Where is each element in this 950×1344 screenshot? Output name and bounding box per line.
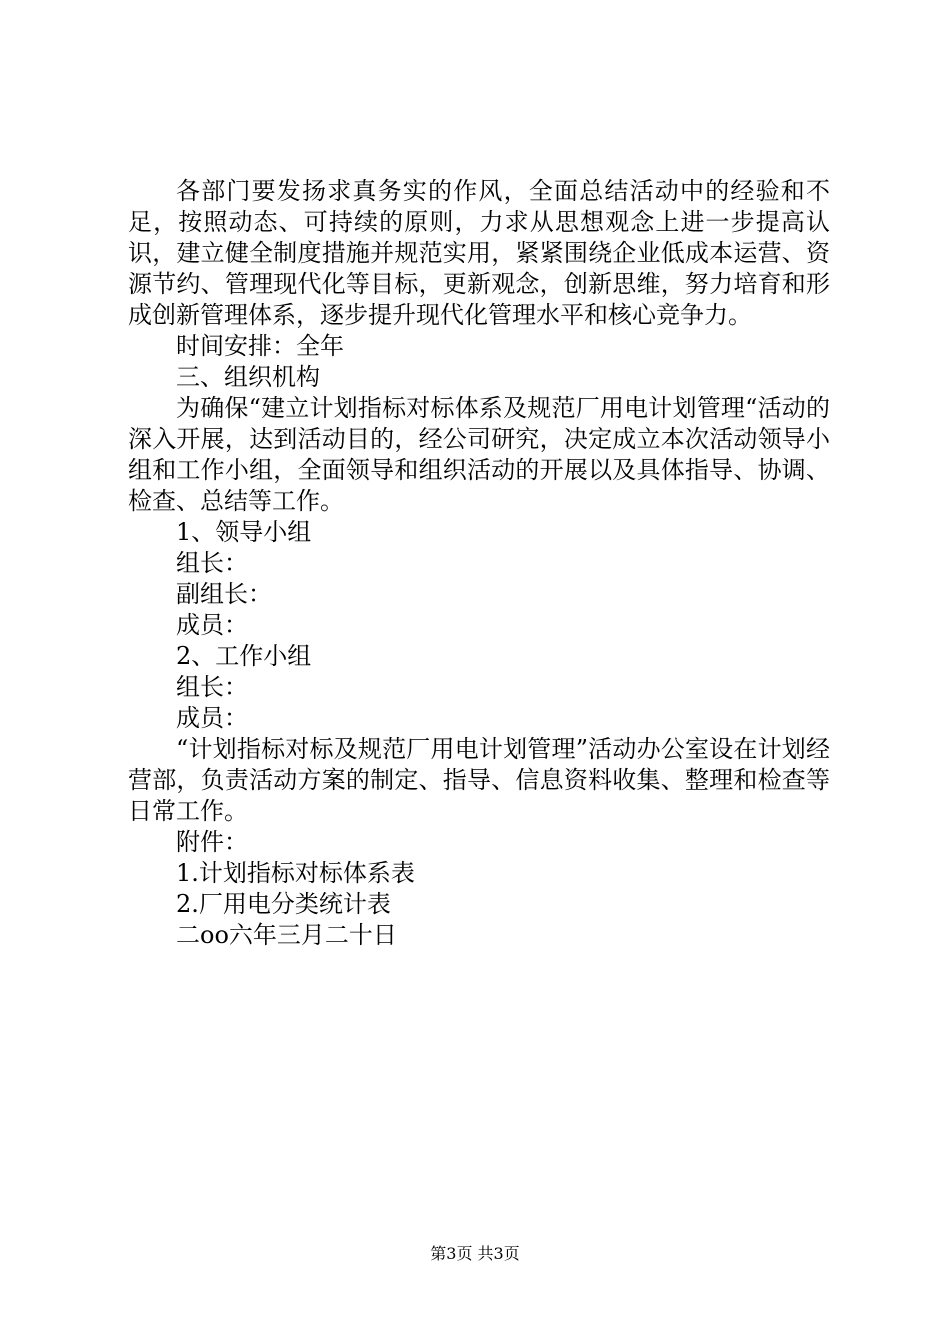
document-body	[128, 176, 830, 951]
schedule-line: 时间安排：全年	[176, 332, 344, 360]
document-date: 二oo六年三月二十日	[176, 921, 397, 949]
work-group-members-line: 成员：	[176, 704, 248, 732]
work-group-leader-line: 组长：	[176, 673, 248, 701]
paragraph-organization: 为确保“建立计划指标对标体系及规范厂用电计划管理“活动的深入开展，达到活动目的，经公司研究，决定成立本次活动领导小组和工作小组，全面领导和组织活动的开展以及具体指导、协调、检查、总结等工作。	[128, 394, 830, 515]
attachment-item-2: 2.厂用电分类统计表	[176, 890, 391, 918]
leadership-members-line: 成员：	[176, 611, 248, 639]
paragraph-office: “计划指标对标及规范厂用电计划管理”活动办公室设在计划经营部，负责活动方案的制定、指导、信息资料收集、整理和检查等日常工作。	[128, 735, 830, 825]
attachments-label: 附件：	[176, 828, 248, 856]
work-group-heading: 2、工作小组	[176, 642, 312, 670]
paragraph-summary: 各部门要发扬求真务实的作风，全面总结活动中的经验和不足，按照动态、可持续的原则，力求从思想观念上进一步提高认识，建立健全制度措施并规范实用，紧紧围绕企业低成本运营、资源节约、管理现代化等目标，更新观念，创新思维，努力培育和形成创新管理体系，逐步提升现代化管理水平和核心竞争力。	[128, 177, 830, 329]
leadership-group-heading: 1、领导小组	[176, 518, 312, 546]
leadership-leader-line: 组长：	[176, 549, 248, 577]
page-footer: 第3页 共3页	[430, 1244, 520, 1263]
attachment-item-1: 1.计划指标对标体系表	[176, 859, 415, 887]
section-heading-organization: 三、组织机构	[176, 363, 320, 391]
leadership-deputy-line: 副组长：	[176, 580, 272, 608]
